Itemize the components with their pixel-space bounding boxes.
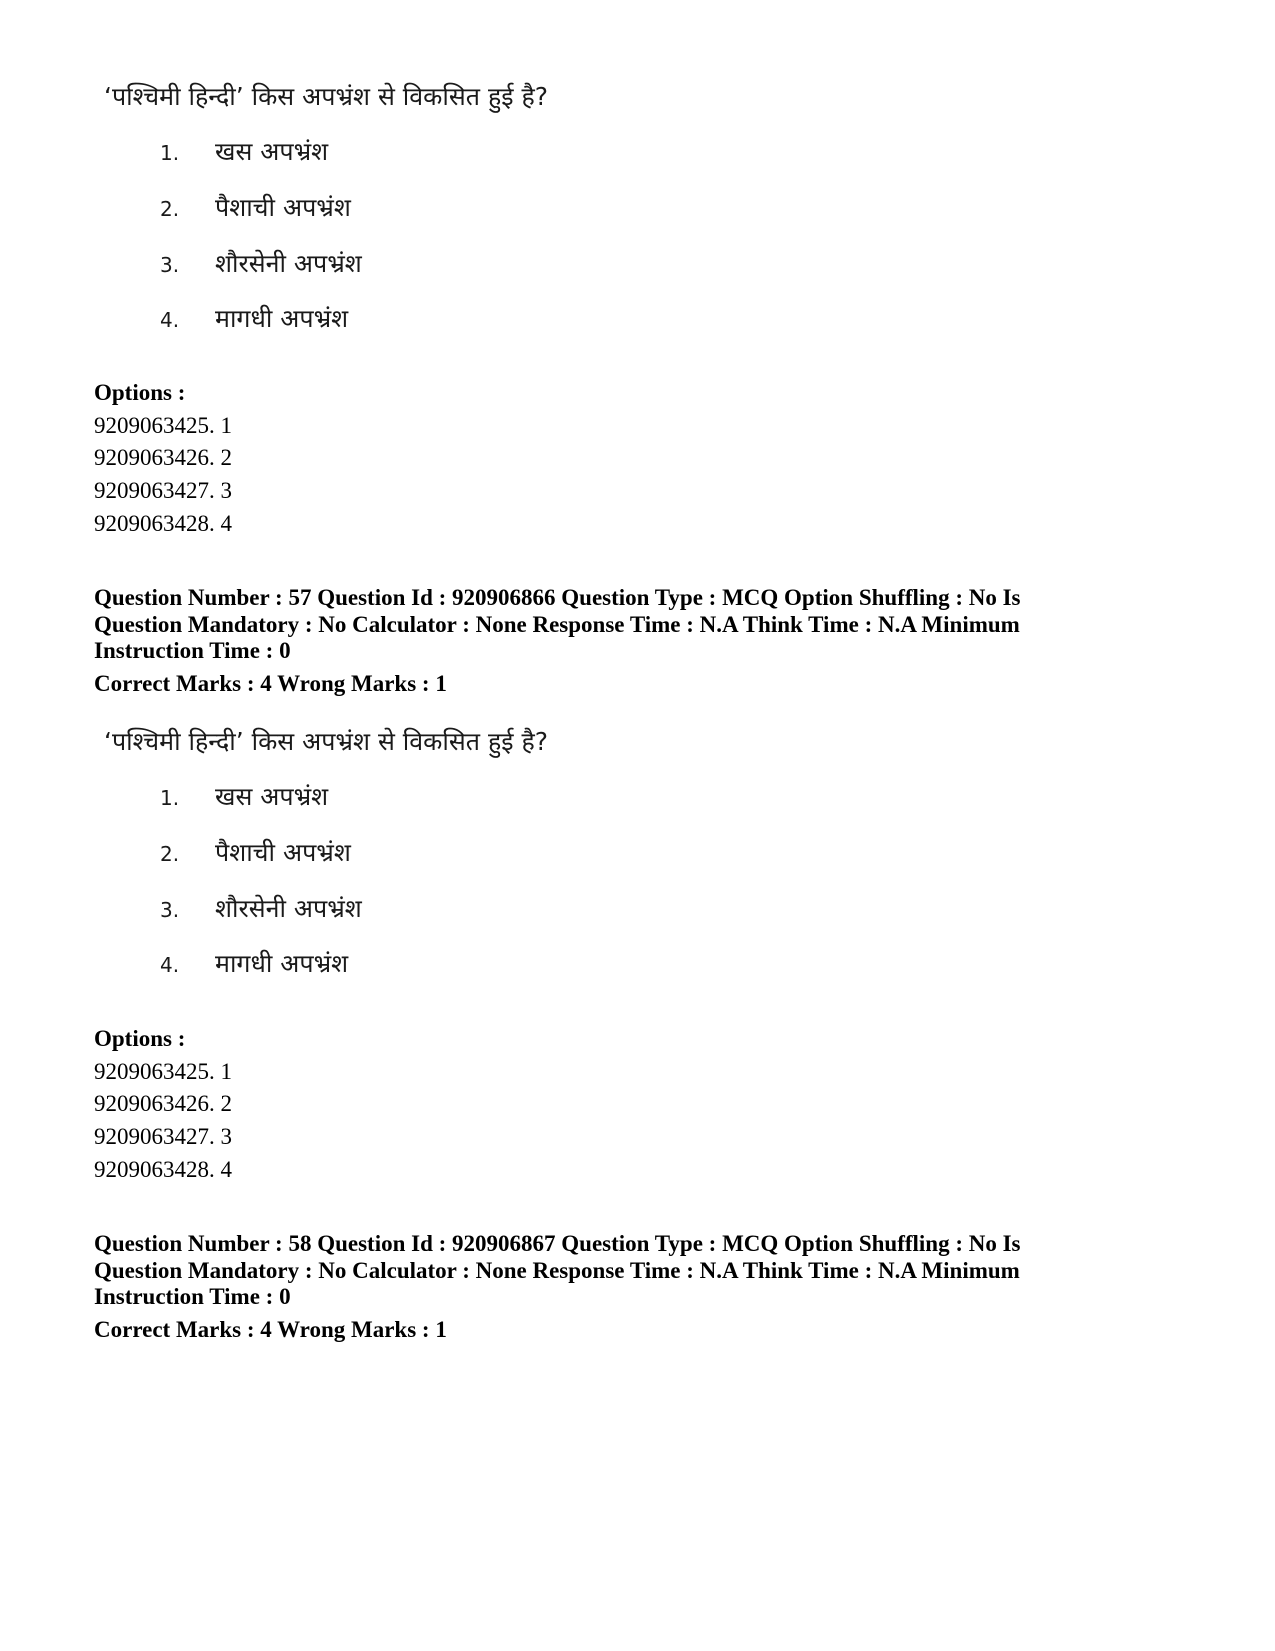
option-text: खस अपभ्रंश [215, 137, 329, 166]
options-section [94, 377, 232, 541]
question-meta-line: Question Number : 57 Question Id : 920906866 Question Type : MCQ Option Shuffling : No Is [94, 585, 1021, 610]
option-id-item: 9209063427. 3 [94, 478, 232, 504]
option-id-item: 9209063425. 1 [94, 412, 232, 438]
option-id-item: 9209063428. 4 [94, 510, 232, 536]
question-meta-line: Question Mandatory : No Calculator : None Response Time : N.A Think Time : N.A Minimum [94, 1257, 1020, 1283]
question-stem: ‘पश्चिमी हिन्दी’ किस अपभ्रंश से विकसित हुई है? [104, 727, 548, 756]
option-number: 2. [160, 197, 180, 221]
option-text: मागधी अपभ्रंश [215, 949, 349, 978]
question-meta-line: Question Mandatory : No Calculator : None Response Time : N.A Think Time : N.A Minimum [94, 611, 1020, 637]
option-text: मागधी अपभ्रंश [215, 304, 349, 333]
options-heading: Options : [94, 380, 186, 405]
question-meta-line: Instruction Time : 0 [94, 638, 291, 663]
option-number: 1. [160, 786, 180, 810]
option-id-item: 9209063426. 2 [94, 1091, 232, 1117]
question-image [94, 80, 654, 350]
options-heading: Options : [94, 1026, 186, 1051]
option-number: 1. [160, 141, 180, 165]
option-text: शौरसेनी अपभ्रंश [215, 894, 362, 923]
option-text: शौरसेनी अपभ्रंश [215, 249, 362, 278]
option-id-item: 9209063425. 1 [94, 1058, 232, 1084]
option-id-item: 9209063428. 4 [94, 1156, 232, 1182]
option-id-item: 9209063427. 3 [94, 1124, 232, 1150]
options-section [94, 1023, 232, 1187]
option-text: पैशाची अपभ्रंश [215, 193, 351, 222]
question-image [94, 725, 654, 995]
option-number: 3. [160, 253, 180, 277]
question-meta-line: Question Number : 58 Question Id : 920906867 Question Type : MCQ Option Shuffling : No Is [94, 1231, 1021, 1256]
option-id-item: 9209063426. 2 [94, 445, 232, 471]
option-text: पैशाची अपभ्रंश [215, 838, 351, 867]
option-number: 4. [160, 308, 180, 332]
option-number: 3. [160, 898, 180, 922]
marks-line: Correct Marks : 4 Wrong Marks : 1 [94, 670, 447, 696]
question-stem: ‘पश्चिमी हिन्दी’ किस अपभ्रंश से विकसित हुई है? [104, 82, 548, 111]
marks-line: Correct Marks : 4 Wrong Marks : 1 [94, 1316, 447, 1342]
question-meta [94, 585, 1094, 697]
option-number: 4. [160, 953, 180, 977]
option-number: 2. [160, 842, 180, 866]
question-meta-line: Instruction Time : 0 [94, 1284, 291, 1309]
question-meta [94, 1231, 1094, 1343]
option-text: खस अपभ्रंश [215, 782, 329, 811]
